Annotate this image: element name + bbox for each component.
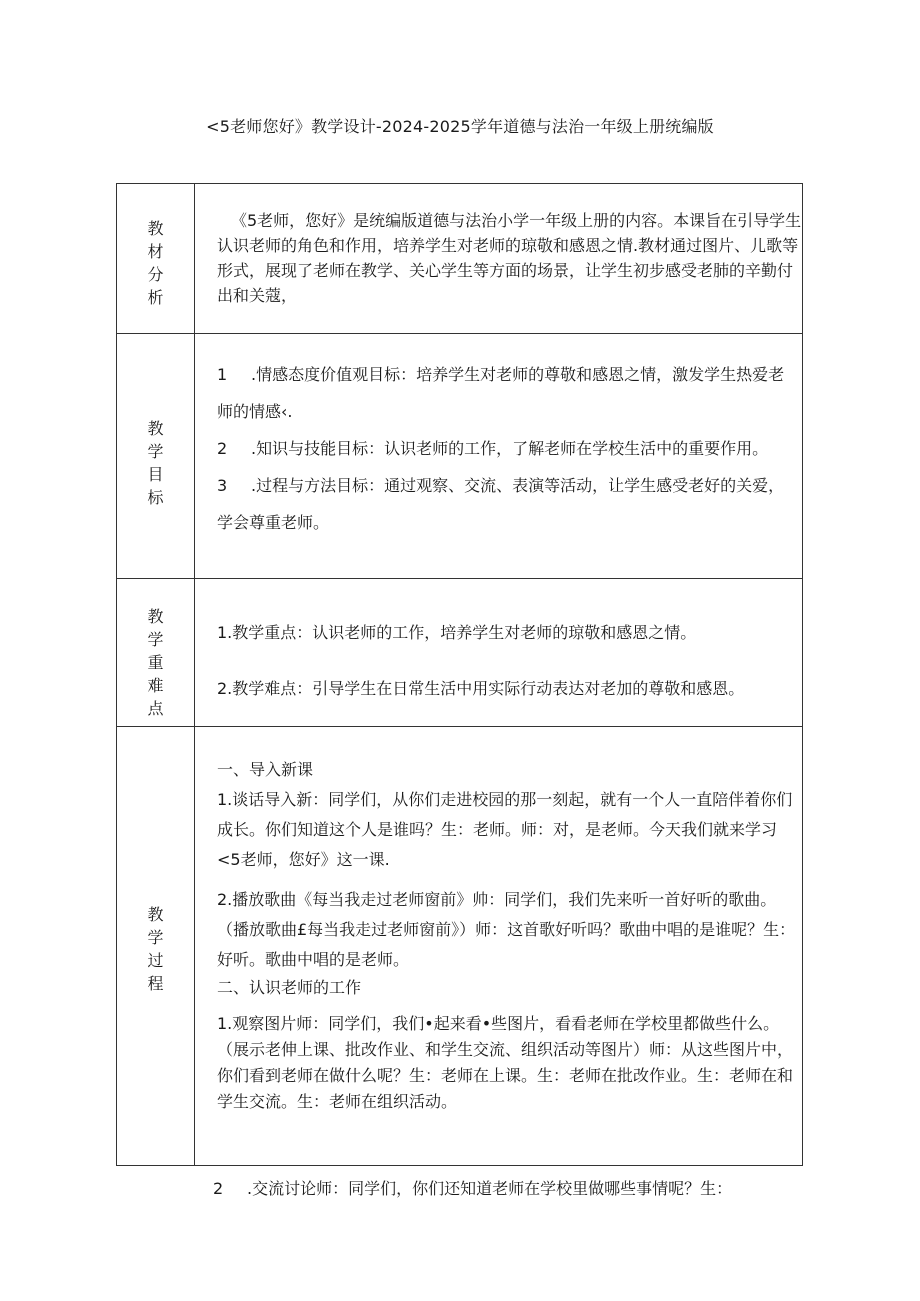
goal-number: 2: [217, 439, 228, 458]
goal-text: .过程与方法目标：通过观察、交流、表演等活动，让学生感受老好的关爱，学会尊重老师。: [217, 476, 785, 532]
continuation-text: .交流讨论师：同学们，你们还知道老师在学校里做哪些事情呢？生：: [247, 1179, 733, 1198]
row-content-cell: [195, 334, 803, 579]
section-heading: 一、导入新课: [217, 760, 314, 779]
analysis-paragraph: 《5老师，您好》是统编版道德与法治小学一年级上册的内容。本课旨在引导学生认识老师的角色和作用，培养学生对老师的琼敬和感恩之情.教材通过图片、儿歌等形式，展现了老师在教学、关心学生等方面的场景，让学生初步感受老肺的辛勤付出和关蔻，: [217, 211, 802, 305]
row-label-cell: [117, 579, 195, 727]
process-paragraph: 1.谈话导入新：同学们，从你们走进校园的那一刻起，就有一个人一直陪伴着你们成长。你们知道这个人是谁吗？生：老师。师：对，是老师。今天我们就来学习<5老师，您好》这一课.: [217, 790, 793, 869]
row-label: 教材分析: [147, 219, 164, 307]
row-label-cell: [117, 334, 195, 579]
row-label: 教学过程: [147, 905, 164, 993]
row-content-cell: [195, 184, 803, 334]
goal-item: [217, 356, 798, 430]
difficulty-paragraph: 2.教学难点：引导学生在日常生活中用实际行动表达对老加的尊敬和感恩。: [217, 679, 745, 698]
goal-text: .知识与技能目标：认识老师的工作，了解老师在学校生活中的重要作用。: [251, 439, 769, 458]
goal-number: 3: [217, 476, 228, 495]
goal-number: 1: [217, 365, 228, 384]
row-label-cell: [117, 727, 195, 1166]
process-paragraph: 1.观察图片师：同学们，我们•起来看•些图片，看看老师在学校里都做些什么。（展示老伸上课、批改作业、和学生交流、组织活动等图片）师：从这些图片中，你们看到老师在做什么呢？生：老师在上课。生：老师在批改作业。生：老师在和学生交流。生：老师在组织活动。: [217, 1014, 794, 1111]
lesson-plan-table: [116, 183, 803, 1166]
row-label-cell: [117, 184, 195, 334]
goal-item: [217, 467, 798, 541]
row-content-cell: [195, 727, 803, 1166]
process-paragraph: 2.播放歌曲《每当我走过老师窗前》帅：同学们，我们先来听一首好听的歌曲。（播放歌曲£每当我走过老师窗前》）师：这首歌好听吗？歌曲中唱的是谁呢？生：好听。歌曲中唱的是老师。: [217, 890, 796, 969]
continuation-paragraph: [213, 1176, 793, 1202]
table-row-textbook-analysis: [117, 184, 803, 334]
row-label: 教学重难点: [147, 607, 164, 718]
goal-text: .情感态度价值观目标：培养学生对老师的尊敬和感恩之情，激发学生热爱老师的情感‹.: [217, 365, 785, 421]
table-row-teaching-goals: [117, 334, 803, 579]
document-title: <5老师您好》教学设计-2024-2025学年道德与法治一年级上册统编版: [206, 117, 714, 136]
row-content-cell: [195, 579, 803, 727]
table-row-key-points: [117, 579, 803, 727]
section-heading: 二、认识老师的工作: [217, 978, 362, 997]
row-label: 教学目标: [147, 419, 164, 507]
table-row-teaching-process: [117, 727, 803, 1166]
continuation-number: 2: [213, 1179, 224, 1198]
goal-item: [217, 430, 798, 467]
key-point-paragraph: 1.教学重点：认识老师的工作，培养学生对老师的琼敬和感恩之情。: [217, 623, 697, 642]
